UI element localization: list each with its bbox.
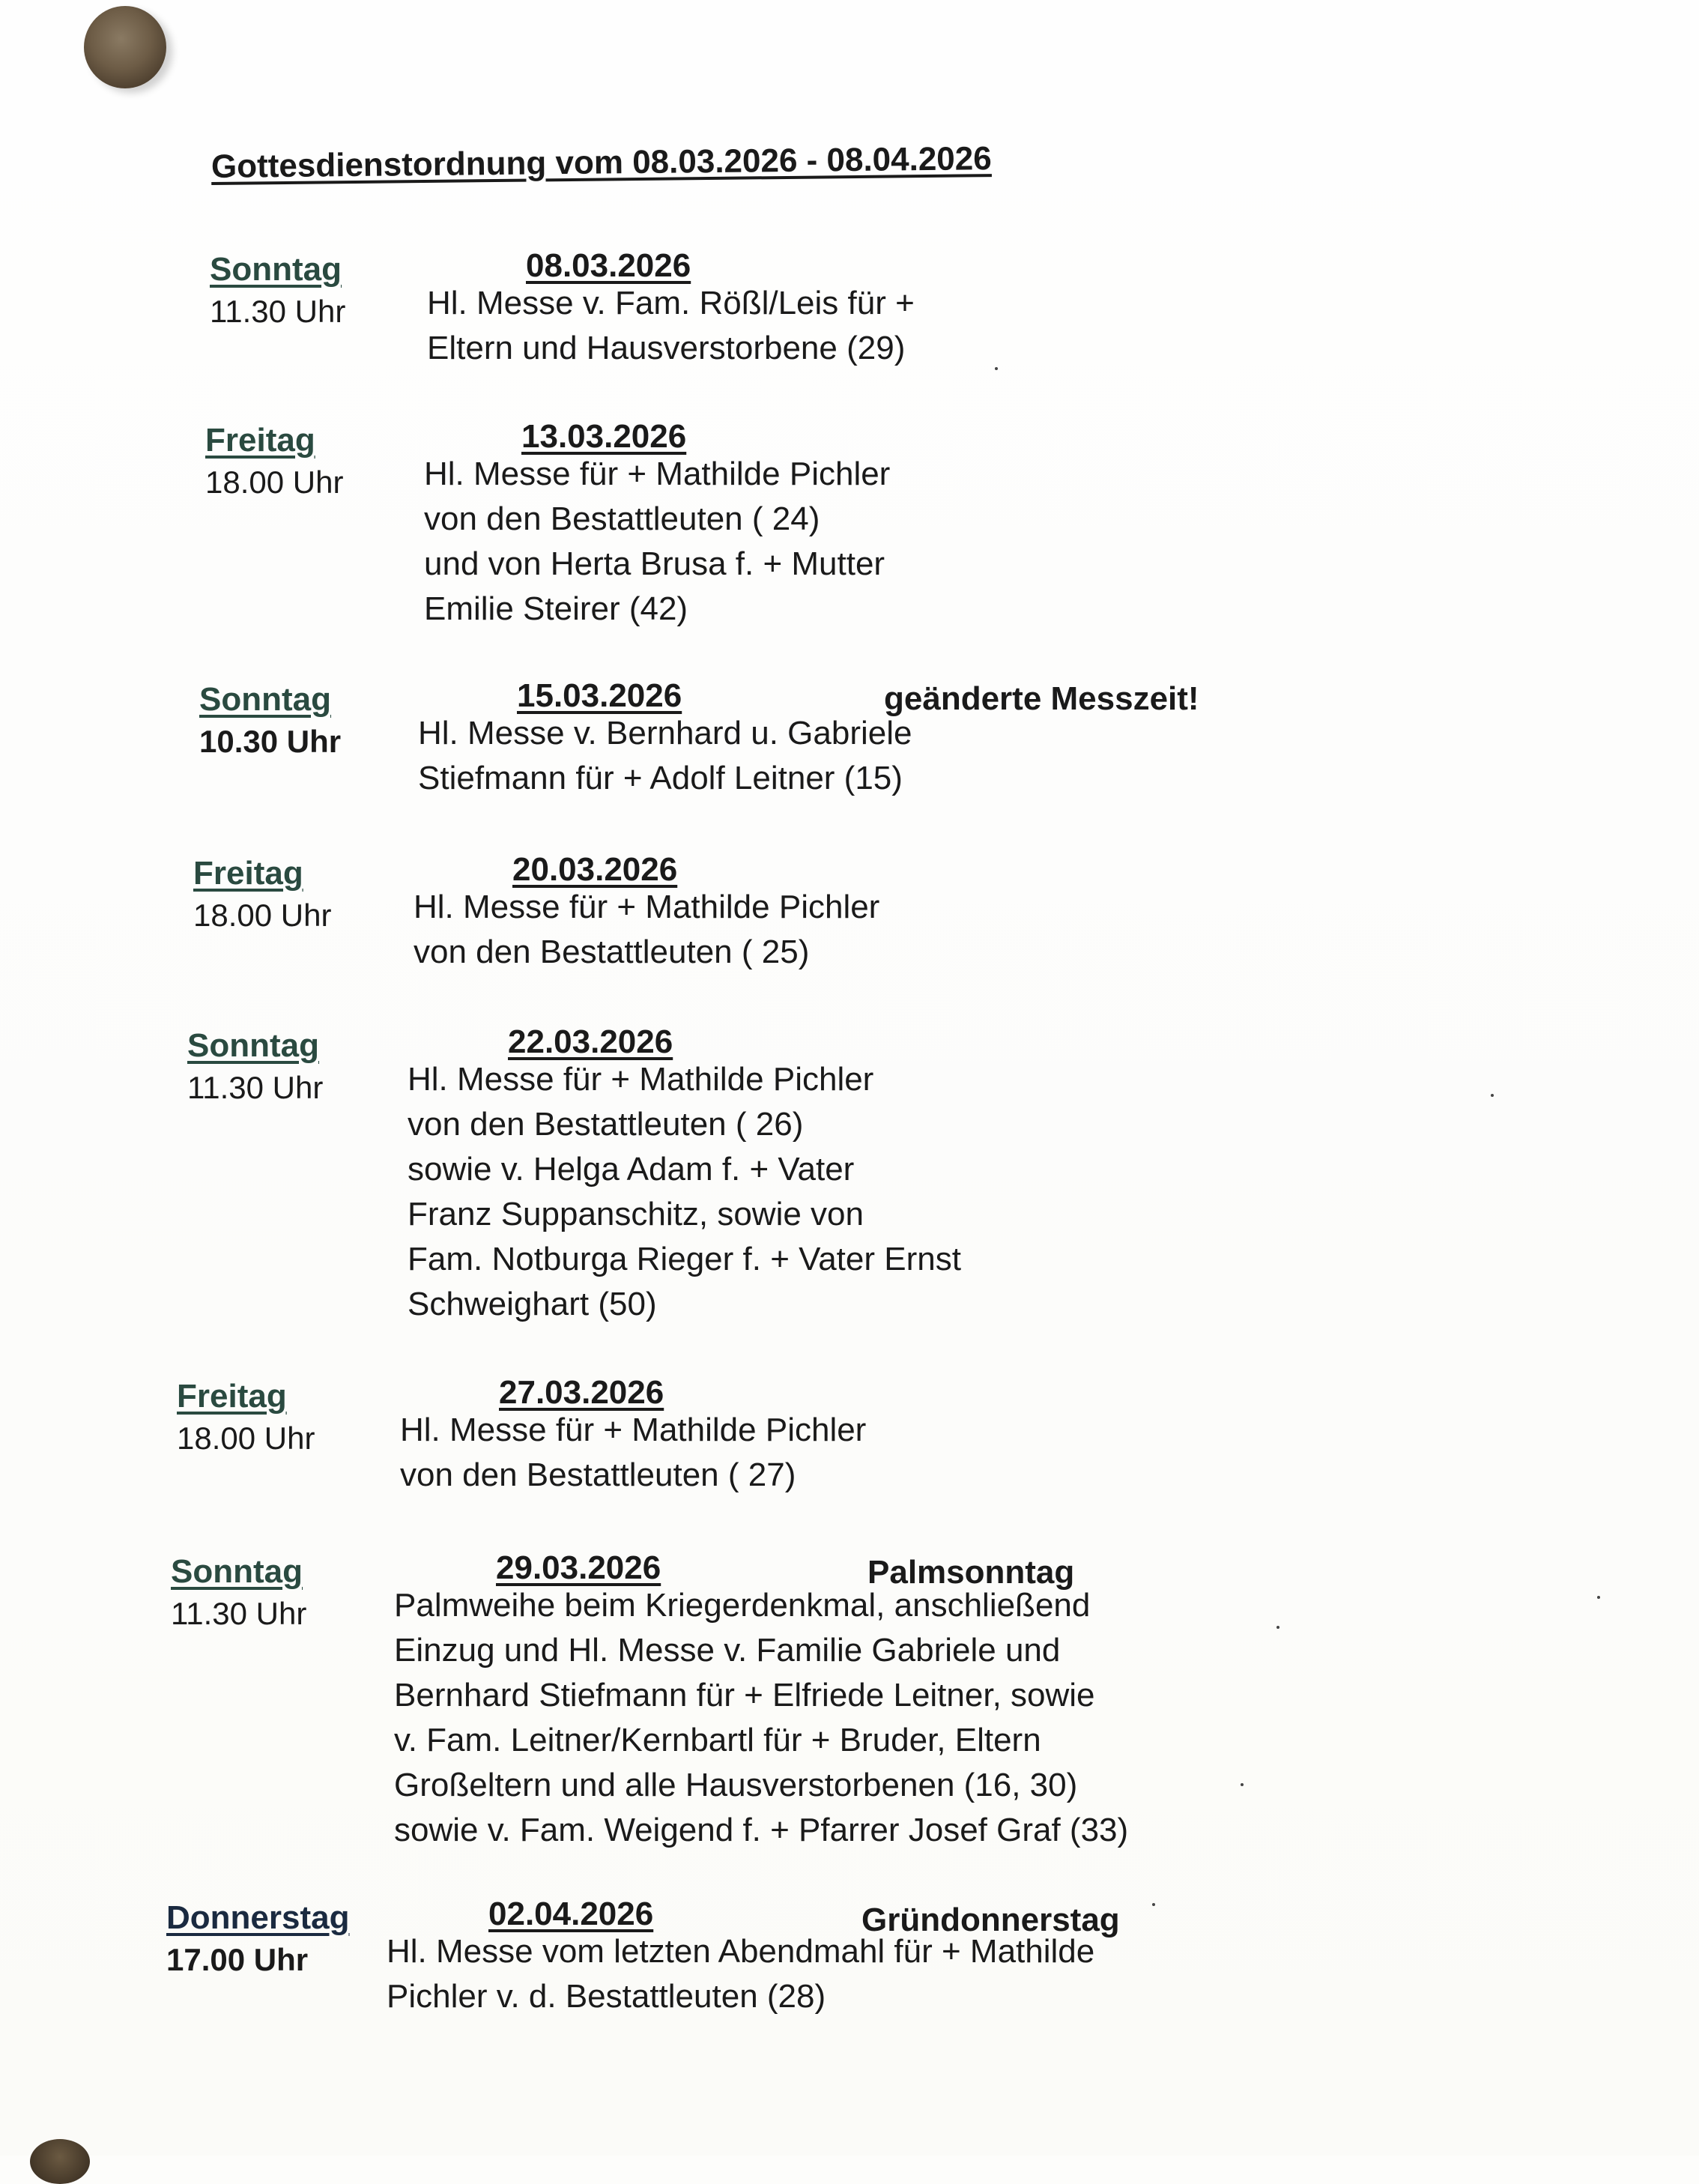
description-line: Hl. Messe für + Mathilde Pichler bbox=[408, 1061, 874, 1098]
description-line: Großeltern und alle Hausverstorbenen (16, 30) bbox=[394, 1767, 1078, 1803]
description-line: Hl. Messe für + Mathilde Pichler bbox=[400, 1412, 867, 1448]
service-description bbox=[387, 1929, 1094, 2019]
weekday: Freitag bbox=[193, 855, 303, 892]
description-line: von den Bestattleuten ( 25) bbox=[414, 934, 810, 970]
pushpin-icon bbox=[84, 6, 166, 88]
service-date: 27.03.2026 bbox=[499, 1374, 664, 1411]
document-title: Gottesdienstordnung vom 08.03.2026 - 08.04.2026 bbox=[211, 140, 992, 185]
service-time: 11.30 Uhr bbox=[187, 1070, 324, 1105]
paper-speck bbox=[1276, 1626, 1279, 1629]
service-date: 29.03.2026 bbox=[496, 1549, 661, 1586]
service-time: 18.00 Uhr bbox=[177, 1421, 315, 1456]
paper-speck bbox=[1491, 1094, 1494, 1097]
service-time: 11.30 Uhr bbox=[210, 294, 346, 329]
description-line: Eltern und Hausverstorbene (29) bbox=[427, 330, 906, 366]
description-line: Fam. Notburga Rieger f. + Vater Ernst bbox=[408, 1241, 961, 1277]
service-date: 02.04.2026 bbox=[488, 1896, 654, 1932]
service-time: 18.00 Uhr bbox=[193, 898, 332, 933]
paper-speck bbox=[1241, 1783, 1244, 1786]
description-line: von den Bestattleuten ( 27) bbox=[400, 1456, 796, 1493]
service-date: 08.03.2026 bbox=[526, 247, 691, 284]
service-description bbox=[424, 452, 890, 632]
service-description bbox=[408, 1057, 961, 1327]
description-line: Pichler v. d. Bestattleuten (28) bbox=[387, 1978, 826, 2015]
weekday: Sonntag bbox=[187, 1027, 319, 1064]
description-line: sowie v. Fam. Weigend f. + Pfarrer Josef Graf (33) bbox=[394, 1812, 1129, 1848]
weekday: Sonntag bbox=[210, 251, 342, 288]
description-line: Hl. Messe für + Mathilde Pichler bbox=[424, 456, 891, 492]
description-line: Einzug und Hl. Messe v. Familie Gabriele und bbox=[394, 1632, 1061, 1669]
weekday: Donnerstag bbox=[166, 1899, 350, 1936]
description-line: Palmweihe beim Kriegerdenkmal, anschließend bbox=[394, 1587, 1091, 1624]
service-description bbox=[394, 1583, 1128, 1853]
service-note: Palmsonntag bbox=[867, 1554, 1075, 1591]
weekday: Freitag bbox=[205, 422, 315, 459]
service-date: 13.03.2026 bbox=[521, 418, 687, 455]
service-time: 17.00 Uhr bbox=[166, 1942, 309, 1977]
description-line: von den Bestattleuten ( 26) bbox=[408, 1106, 804, 1143]
service-note: geänderte Messzeit! bbox=[884, 680, 1199, 717]
weekday: Sonntag bbox=[199, 681, 331, 718]
description-line: Hl. Messe v. Fam. Rößl/Leis für + bbox=[427, 285, 915, 321]
service-description bbox=[400, 1408, 866, 1498]
description-line: Schweighart (50) bbox=[408, 1286, 657, 1322]
service-description bbox=[427, 281, 915, 371]
service-time: 11.30 Uhr bbox=[171, 1596, 307, 1631]
paper-speck bbox=[1152, 1903, 1155, 1906]
service-note: Gründonnerstag bbox=[861, 1902, 1120, 1938]
service-description bbox=[418, 711, 912, 801]
paper-speck bbox=[995, 367, 998, 370]
service-time: 10.30 Uhr bbox=[199, 724, 342, 759]
description-line: Franz Suppanschitz, sowie von bbox=[408, 1196, 864, 1232]
paper-speck bbox=[1597, 1596, 1600, 1599]
pushpin-icon-bottom bbox=[30, 2139, 90, 2184]
description-line: von den Bestattleuten ( 24) bbox=[424, 500, 820, 537]
description-line: und von Herta Brusa f. + Mutter bbox=[424, 545, 885, 582]
weekday: Sonntag bbox=[171, 1553, 303, 1590]
description-line: Bernhard Stiefmann für + Elfriede Leitner, sowie bbox=[394, 1677, 1095, 1713]
service-date: 22.03.2026 bbox=[508, 1023, 673, 1060]
service-time: 18.00 Uhr bbox=[205, 465, 344, 500]
description-line: Emilie Steirer (42) bbox=[424, 590, 688, 627]
description-line: sowie v. Helga Adam f. + Vater bbox=[408, 1151, 855, 1188]
description-line: Hl. Messe v. Bernhard u. Gabriele bbox=[418, 715, 912, 751]
description-line: Hl. Messe für + Mathilde Pichler bbox=[414, 889, 880, 925]
description-line: Stiefmann für + Adolf Leitner (15) bbox=[418, 760, 903, 796]
service-date: 15.03.2026 bbox=[517, 677, 682, 714]
service-description bbox=[414, 885, 879, 975]
description-line: Hl. Messe vom letzten Abendmahl für + Mathilde bbox=[387, 1933, 1095, 1970]
service-date: 20.03.2026 bbox=[512, 851, 678, 888]
weekday: Freitag bbox=[177, 1378, 287, 1415]
description-line: v. Fam. Leitner/Kernbartl für + Bruder, Eltern bbox=[394, 1722, 1041, 1758]
